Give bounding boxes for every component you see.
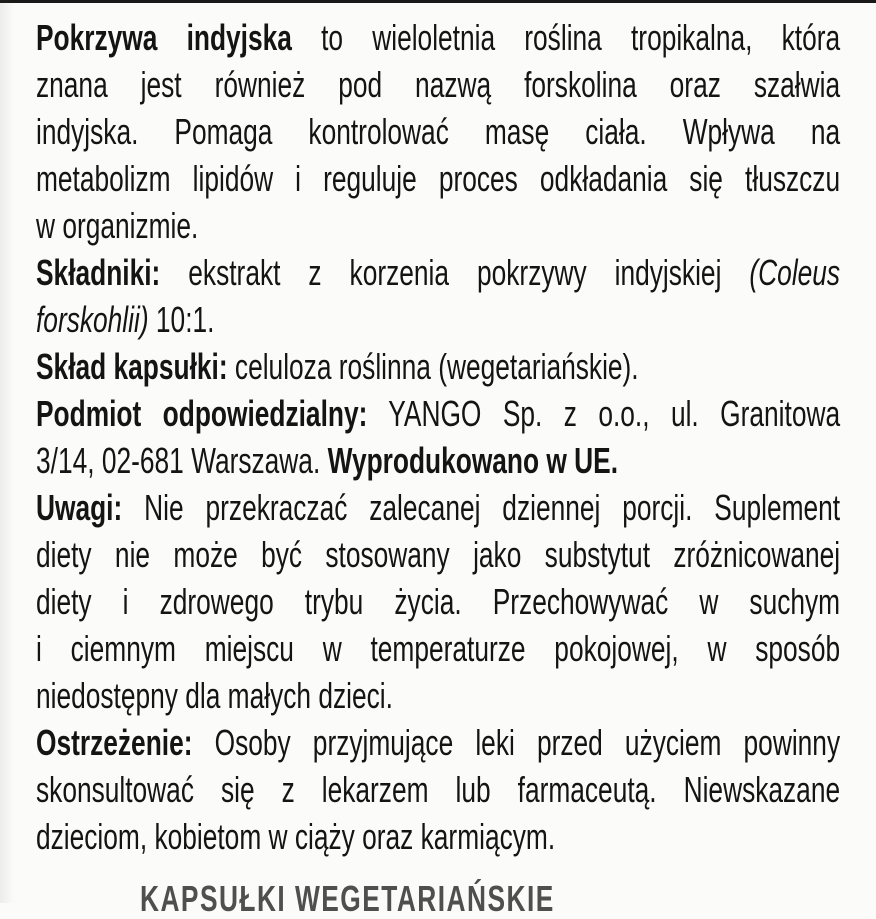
paragraph <box>36 14 840 249</box>
bold-text-segment: Pokrzywa indyjska <box>36 17 292 58</box>
text-segment: celuloza roślinna (wegetariańskie). <box>227 346 639 387</box>
italic-text-segment: (Coleus <box>749 252 841 293</box>
text-segment: to wieloletnia roślina tropikalna, która <box>291 17 841 58</box>
text-line <box>36 437 840 484</box>
bold-text-segment: Skład kapsułki: <box>36 346 228 387</box>
text-segment: diety i zdrowego trybu życia. Przechowywać w suchym <box>36 581 841 622</box>
text-line <box>36 813 840 860</box>
text-line <box>36 578 840 625</box>
text-segment: indyjska. Pomaga kontrolować masę ciała. Wpływa na <box>36 111 841 152</box>
text-line <box>36 61 840 108</box>
text-line <box>36 155 840 202</box>
text-segment: w organizmie. <box>36 205 199 246</box>
product-label <box>36 14 840 860</box>
text-line <box>36 108 840 155</box>
text-segment: 3/14, 02-681 Warszawa. <box>36 440 328 481</box>
text-segment: ekstrakt z korzenia pokrzywy indyjskiej <box>160 252 750 293</box>
text-line <box>36 249 840 296</box>
text-segment: dzieciom, kobietom w ciąży oraz karmiącym. <box>36 816 556 857</box>
text-line <box>36 484 840 531</box>
bold-text-segment: Uwagi: <box>36 487 123 528</box>
paragraph <box>36 719 840 860</box>
text-segment: diety nie może być stosowany jako substytut zróżnicowanej <box>36 534 841 575</box>
text-line <box>36 14 840 61</box>
text-segment: i ciemnym miejscu w temperaturze pokojowej, w sposób <box>36 628 841 669</box>
text-line <box>36 766 840 813</box>
text-line <box>36 390 840 437</box>
paragraph <box>36 249 840 343</box>
bold-text-segment: Składniki: <box>36 252 161 293</box>
text-segment: niedostępny dla małych dzieci. <box>36 675 393 716</box>
text-segment: YANGO Sp. z o.o., ul. Granitowa <box>367 393 841 434</box>
text-segment: Osoby przyjmujące leki przed użyciem powinny <box>192 722 841 763</box>
paragraph <box>36 343 840 390</box>
text-segment: skonsultować się z lekarzem lub farmaceutą. Niewskazane <box>36 769 841 810</box>
text-line <box>36 672 840 719</box>
text-line <box>36 625 840 672</box>
text-line <box>36 719 840 766</box>
text-segment: znana jest również pod nazwą forskolina oraz szałwia <box>36 64 841 105</box>
top-border-bar <box>0 0 876 3</box>
text-line <box>36 296 840 343</box>
paragraph <box>36 390 840 484</box>
text-line <box>36 202 840 249</box>
text-segment: 10:1. <box>148 299 215 340</box>
clipped-bottom-line <box>140 878 707 919</box>
left-edge-shade <box>0 0 14 903</box>
text-segment: metabolizm lipidów i reguluje proces odkładania się tłuszczu <box>36 158 841 199</box>
text-line <box>36 343 840 390</box>
text-segment: Nie przekraczać zalecanej dziennej porcji. Suplement <box>122 487 841 528</box>
text-line <box>36 531 840 578</box>
label-body-text <box>36 14 840 860</box>
bold-text-segment: Ostrzeżenie: <box>36 722 193 763</box>
clipped-bottom-text: KAPSUŁKI WEGETARIAŃSKIE <box>140 878 555 919</box>
bold-text-segment: Podmiot odpowiedzialny: <box>36 393 368 434</box>
paragraph <box>36 484 840 719</box>
italic-text-segment: forskohlii) <box>36 299 149 340</box>
bold-text-segment: Wyprodukowano w UE. <box>327 440 619 481</box>
